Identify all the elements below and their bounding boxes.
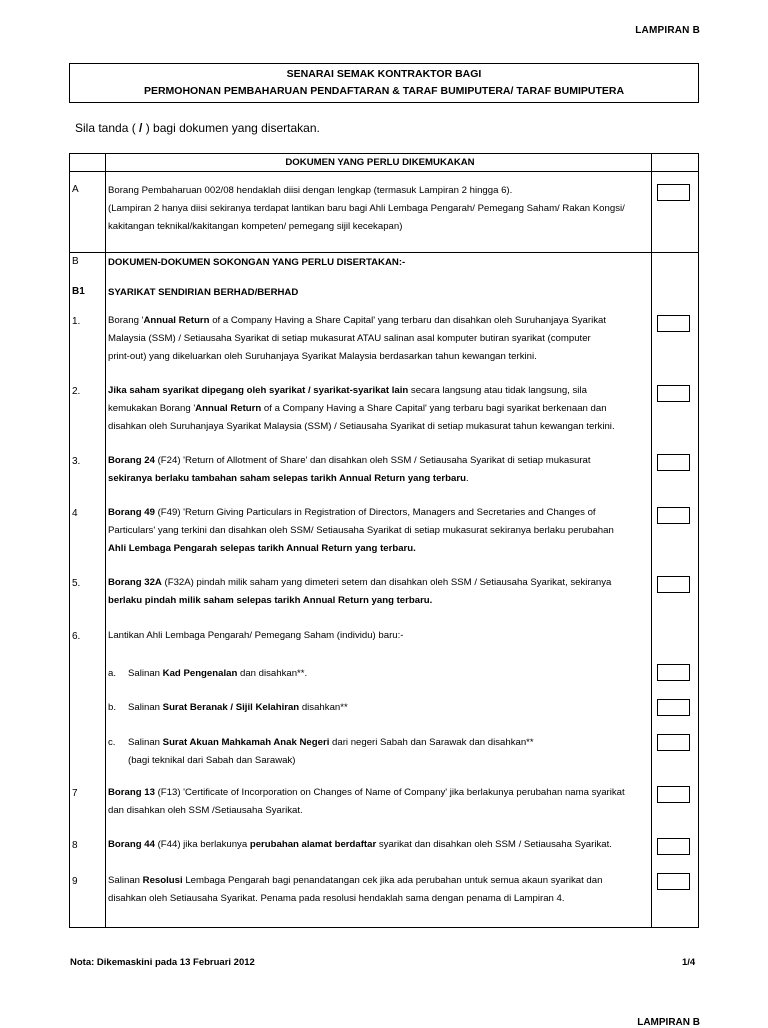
- item-6-number: 6.: [72, 631, 81, 642]
- instruction-text: [75, 121, 320, 135]
- title-line-2: PERMOHONAN PEMBAHARUAN PENDAFTARAN & TARAF BUMIPUTERA/ TARAF BUMIPUTERA: [143, 85, 625, 97]
- item-6c-bold: Surat Akuan Mahkamah Anak Negeri: [162, 737, 330, 748]
- item-3-l2-bold: sekiranya berlaku tambahan saham selepas tarikh Annual Return yang terbaru: [108, 473, 466, 484]
- item-9-text: [108, 872, 602, 908]
- item-5-number: 5.: [72, 578, 81, 589]
- checkbox-item-4[interactable]: [657, 507, 690, 524]
- item-2-line-3: disahkan oleh Suruhanjaya Syarikat Malaysia (SSM) / Setiausaha Syarikat di setiap mukasurat tahun kewangan terkini.: [108, 421, 615, 432]
- row-b-number: B: [72, 256, 79, 267]
- checkbox-item-7[interactable]: [657, 786, 690, 803]
- item-6a: [108, 665, 307, 683]
- item-1-l1-post: of a Company Having a Share Capital' yang terbaru dan disahkan oleh Suruhanjaya Syarikat: [209, 315, 607, 326]
- checkbox-item-1[interactable]: [657, 315, 690, 332]
- item-2-l1-bold: Jika saham syarikat dipegang oleh syarikat / syarikat-syarikat lain: [108, 385, 409, 396]
- item-4-l1-bold: Borang 49: [108, 507, 155, 518]
- item-4-l3-bold: Ahli Lembaga Pengarah selepas tarikh Annual Return yang terbaru.: [108, 543, 416, 554]
- item-9-l1-pre: Salinan: [108, 875, 143, 886]
- row-a-text: [108, 182, 625, 236]
- item-8-l1-bold: Borang 44: [108, 839, 155, 850]
- checkbox-item-2[interactable]: [657, 385, 690, 402]
- item-2-l2-bold: Annual Return: [195, 403, 262, 414]
- item-1-line-2: Malaysia (SSM) / Setiausaha Syarikat di setiap mukasurat ATAU salinan asal komputer butiran syarikat (computer: [108, 333, 591, 344]
- item-2-l1-post: secara langsung atau tidak langsung, sila: [408, 385, 587, 396]
- item-2-text: [108, 382, 615, 436]
- item-6b-post: disahkan**: [299, 702, 348, 713]
- item-4-text: [108, 504, 614, 558]
- page-number: 1/4: [682, 957, 696, 968]
- item-6b-bold: Surat Beranak / Sijil Kelahiran: [162, 702, 300, 713]
- checkbox-item-6b[interactable]: [657, 699, 690, 716]
- instruction-mark: /: [135, 121, 146, 135]
- item-6c-pre: Salinan: [128, 737, 163, 748]
- footer-note: Nota: Dikemaskini pada 13 Februari 2012: [70, 957, 255, 968]
- table-header: DOKUMEN YANG PERLU DIKEMUKAKAN: [285, 157, 475, 168]
- instruction-prefix: Sila tanda (: [75, 121, 136, 135]
- checkbox-item-6c[interactable]: [657, 734, 690, 751]
- item-4-line-2: Particulars' yang terkini dan disahkan oleh SSM/ Setiausaha Syarikat di setiap mukasurat sekiranya berlaku perubahan: [108, 525, 614, 536]
- header-divider: [70, 171, 698, 172]
- item-3-l2-post: .: [465, 473, 469, 484]
- item-5-l1-bold: Borang 32A: [108, 577, 162, 588]
- row-divider-a: [70, 252, 698, 253]
- item-9-l1-bold: Resolusi: [142, 875, 183, 886]
- checkbox-item-8[interactable]: [657, 838, 690, 855]
- checkbox-item-6a[interactable]: [657, 664, 690, 681]
- item-3-text: [108, 452, 591, 488]
- item-6c-label: c.: [108, 737, 116, 748]
- item-6b-label: b.: [108, 702, 117, 713]
- item-5-text: [108, 574, 611, 610]
- item-6a-pre: Salinan: [128, 668, 163, 679]
- column-divider-checkbox: [651, 154, 652, 927]
- item-6a-label: a.: [108, 668, 117, 679]
- item-9-l1-post: Lembaga Pengarah bagi penandatangan cek jika ada perubahan untuk semua akaun syarikat dan: [182, 875, 603, 886]
- title-line-1: SENARAI SEMAK KONTRAKTOR BAGI: [286, 68, 482, 80]
- row-b1-number: B1: [72, 286, 85, 297]
- item-8-l1-post: syarikat dan disahkan oleh SSM / Setiausaha Syarikat.: [376, 839, 612, 850]
- item-3-l1-bold: Borang 24: [108, 455, 155, 466]
- checkbox-item-3[interactable]: [657, 454, 690, 471]
- row-a-line-1: Borang Pembaharuan 002/08 hendaklah diisi dengan lengkap (termasuk Lampiran 2 hingga 6).: [108, 185, 513, 196]
- document-title-box: [69, 63, 699, 103]
- checkbox-item-5[interactable]: [657, 576, 690, 593]
- item-6b-pre: Salinan: [128, 702, 163, 713]
- row-b1-title: SYARIKAT SENDIRIAN BERHAD/BERHAD: [108, 287, 299, 298]
- checklist-table: [69, 153, 699, 928]
- checkbox-a[interactable]: [657, 184, 690, 201]
- item-6b: [108, 699, 348, 717]
- column-divider-number: [105, 154, 106, 927]
- item-6a-bold: Kad Pengenalan: [162, 668, 238, 679]
- item-5-l1-post: (F32A) pindah milik saham yang dimeteri setem dan disahkan oleh SSM / Setiausaha Syarikat, sekiranya: [161, 577, 612, 588]
- item-2-number: 2.: [72, 386, 81, 397]
- item-7-number: 7: [72, 788, 78, 799]
- row-b-title: DOKUMEN-DOKUMEN SOKONGAN YANG PERLU DISERTAKAN:-: [108, 257, 406, 268]
- item-1-number: 1.: [72, 316, 81, 327]
- item-5-l2-bold: berlaku pindah milik saham selepas tarikh Annual Return yang terbaru.: [108, 595, 433, 606]
- item-9-number: 9: [72, 876, 78, 887]
- item-4-number: 4: [72, 508, 78, 519]
- item-6c: [108, 734, 534, 770]
- instruction-suffix: ) bagi dokumen yang disertakan.: [145, 121, 320, 135]
- item-1-line-3: print-out) yang dikeluarkan oleh Suruhanjaya Syarikat Malaysia berdasarkan tahun kewangan terkini.: [108, 351, 537, 362]
- item-2-l2-pre: kemukakan Borang ': [108, 403, 196, 414]
- item-2-l2-post: of a Company Having a Share Capital' yang terbaru bagi syarikat berkenaan dan: [261, 403, 607, 414]
- item-6a-post: dan disahkan**.: [237, 668, 308, 679]
- item-3-number: 3.: [72, 456, 81, 467]
- item-6c-line-2: (bagi teknikal dari Sabah dan Sarawak): [128, 755, 296, 766]
- row-a-number: A: [72, 184, 79, 195]
- item-8-l1-bold2: perubahan alamat berdaftar: [249, 839, 377, 850]
- item-1-l1-pre: Borang ': [108, 315, 144, 326]
- next-page-appendix-label: LAMPIRAN B: [637, 1017, 700, 1028]
- row-a-line-2: (Lampiran 2 hanya diisi sekiranya terdapat lantikan baru bagi Ahli Lembaga Pengarah/ Pemegang Saham/ Rakan Kongsi/: [108, 203, 625, 214]
- appendix-label: LAMPIRAN B: [635, 25, 700, 36]
- item-3-l1-post: (F24) 'Return of Allotment of Share' dan disahkan oleh SSM / Setiausaha Syarikat di setiap mukasurat: [154, 455, 591, 466]
- item-6-text: Lantikan Ahli Lembaga Pengarah/ Pemegang Saham (individu) baru:-: [108, 630, 404, 641]
- item-8-l1-mid: (F44) jika berlakunya: [154, 839, 250, 850]
- item-8-number: 8: [72, 840, 78, 851]
- item-8-text: [108, 836, 612, 854]
- item-6c-post: dari negeri Sabah dan Sarawak dan disahkan**: [329, 737, 534, 748]
- row-a-line-3: kakitangan teknikal/kakitangan kompeten/ pemegang sijil kecekapan): [108, 221, 403, 232]
- item-1-l1-bold: Annual Return: [143, 315, 210, 326]
- item-4-l1-post: (F49) 'Return Giving Particulars in Registration of Directors, Managers and Secretaries and Changes of: [154, 507, 596, 518]
- item-7-text: [108, 784, 625, 820]
- item-7-l1-post: (F13) 'Certificate of Incorporation on Changes of Name of Company' jika berlakunya perubahan nama syarikat: [154, 787, 625, 798]
- item-1-text: [108, 312, 606, 366]
- item-7-l1-bold: Borang 13: [108, 787, 155, 798]
- item-7-line-2: dan disahkan oleh SSM /Setiausaha Syarikat.: [108, 805, 303, 816]
- item-9-line-2: disahkan oleh Setiausaha Syarikat. Penama pada resolusi hendaklah sama dengan penama di Lampiran 4.: [108, 893, 565, 904]
- checkbox-item-9[interactable]: [657, 873, 690, 890]
